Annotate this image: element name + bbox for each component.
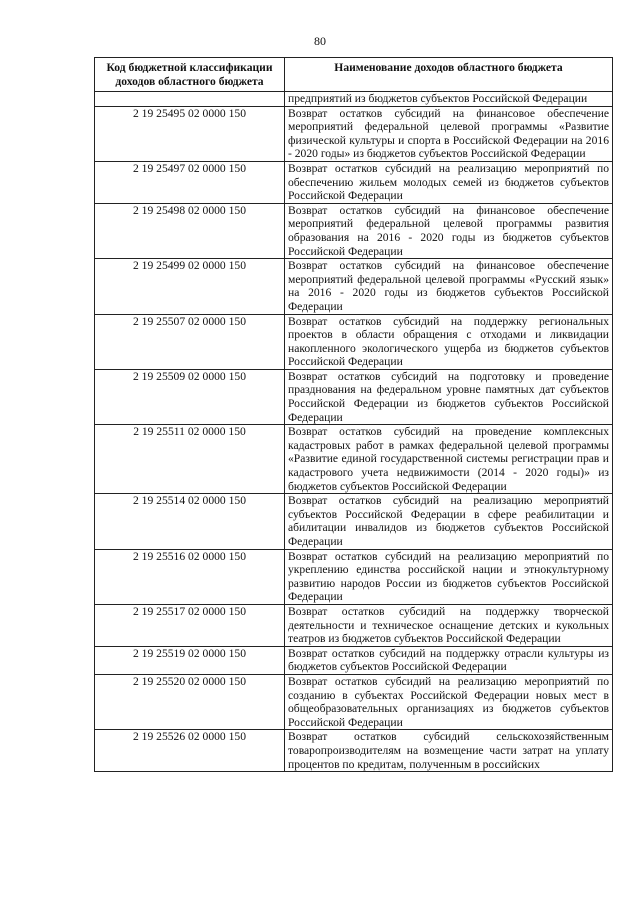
row-code: 2 19 25497 02 0000 150 [95, 161, 285, 203]
row-code: 2 19 25495 02 0000 150 [95, 106, 285, 161]
table-row [95, 646, 613, 674]
row-name: Возврат остатков субсидий на проведение комплексных кадастровых работ в рамках федеральной целевой программы «Развитие единой государственной системы регистрации прав и кадастрового учета недвижимости (2014 - 2020 годы)» из бюджетов субъектов Российской Федерации [285, 425, 613, 494]
row-name: Возврат остатков субсидий на реализацию мероприятий субъектов Российской Федерации в сфере реабилитации и абилитации инвалидов из бюджетов субъектов Российской Федерации [285, 494, 613, 549]
row-name: Возврат остатков субсидий на реализацию мероприятий по обеспечению жильем молодых семей из бюджетов субъектов Российской Федерации [285, 161, 613, 203]
table-row [95, 730, 613, 772]
row-code: 2 19 25499 02 0000 150 [95, 259, 285, 314]
table-header-row [95, 58, 613, 92]
row-code: 2 19 25517 02 0000 150 [95, 604, 285, 646]
row-name: Возврат остатков субсидий сельскохозяйственным товаропроизводителям на возмещение части затрат на уплату процентов по кредитам, полученным в российских [285, 730, 613, 772]
row-code: 2 19 25519 02 0000 150 [95, 646, 285, 674]
row-name: Возврат остатков субсидий на финансовое обеспечение мероприятий федеральной целевой программы «Русский язык» на 2016 - 2020 годы из бюджетов субъектов Российской Федерации [285, 259, 613, 314]
row-name: Возврат остатков субсидий на реализацию мероприятий по укреплению единства российской нации и этнокультурному развитию народов России из бюджетов субъектов Российской Федерации [285, 549, 613, 604]
row-name: Возврат остатков субсидий на реализацию мероприятий по созданию в субъектах Российской Федерации новых мест в общеобразовательных организациях из бюджетов субъектов Российской Федерации [285, 674, 613, 729]
row-name: Возврат остатков субсидий на поддержку творческой деятельности и техническое оснащение детских и кукольных театров из бюджетов субъектов Российской Федерации [285, 604, 613, 646]
table-row [95, 369, 613, 424]
row-code [95, 92, 285, 107]
row-code: 2 19 25507 02 0000 150 [95, 314, 285, 369]
row-code: 2 19 25520 02 0000 150 [95, 674, 285, 729]
table-row [95, 674, 613, 729]
row-name: Возврат остатков субсидий на финансовое обеспечение мероприятий федеральной целевой программы развития образования на 2016 - 2020 годы из бюджетов субъектов Российской Федерации [285, 203, 613, 258]
row-name: Возврат остатков субсидий на финансовое обеспечение мероприятий федеральной целевой программы «Развитие физической культуры и спорта в Российской Федерации на 2016 - 2020 годы» из бюджетов субъектов Российской Федерации [285, 106, 613, 161]
row-name: Возврат остатков субсидий на поддержку региональных проектов в области обращения с отходами и ликвидации накопленного экологического ущерба из бюджетов субъектов Российской Федерации [285, 314, 613, 369]
header-name: Наименование доходов областного бюджета [285, 58, 613, 92]
table-row [95, 92, 613, 107]
table-row [95, 604, 613, 646]
table-row [95, 161, 613, 203]
table-row [95, 203, 613, 258]
table-row [95, 494, 613, 549]
table-row [95, 106, 613, 161]
row-code: 2 19 25514 02 0000 150 [95, 494, 285, 549]
budget-income-table [94, 57, 613, 772]
row-name: Возврат остатков субсидий на подготовку и проведение празднования на федеральном уровне памятных дат субъектов Российской Федерации из бюджетов субъектов Российской Федерации [285, 369, 613, 424]
row-code: 2 19 25509 02 0000 150 [95, 369, 285, 424]
page-number: 80 [314, 34, 326, 48]
table-row [95, 259, 613, 314]
row-code: 2 19 25516 02 0000 150 [95, 549, 285, 604]
table-row [95, 549, 613, 604]
row-code: 2 19 25498 02 0000 150 [95, 203, 285, 258]
header-code: Код бюджетной классификации доходов областного бюджета [95, 58, 285, 92]
row-name: предприятий из бюджетов субъектов Российской Федерации [285, 92, 613, 107]
row-code: 2 19 25526 02 0000 150 [95, 730, 285, 772]
table-row [95, 425, 613, 494]
row-code: 2 19 25511 02 0000 150 [95, 425, 285, 494]
row-name: Возврат остатков субсидий на поддержку отрасли культуры из бюджетов субъектов Российской Федерации [285, 646, 613, 674]
table-row [95, 314, 613, 369]
